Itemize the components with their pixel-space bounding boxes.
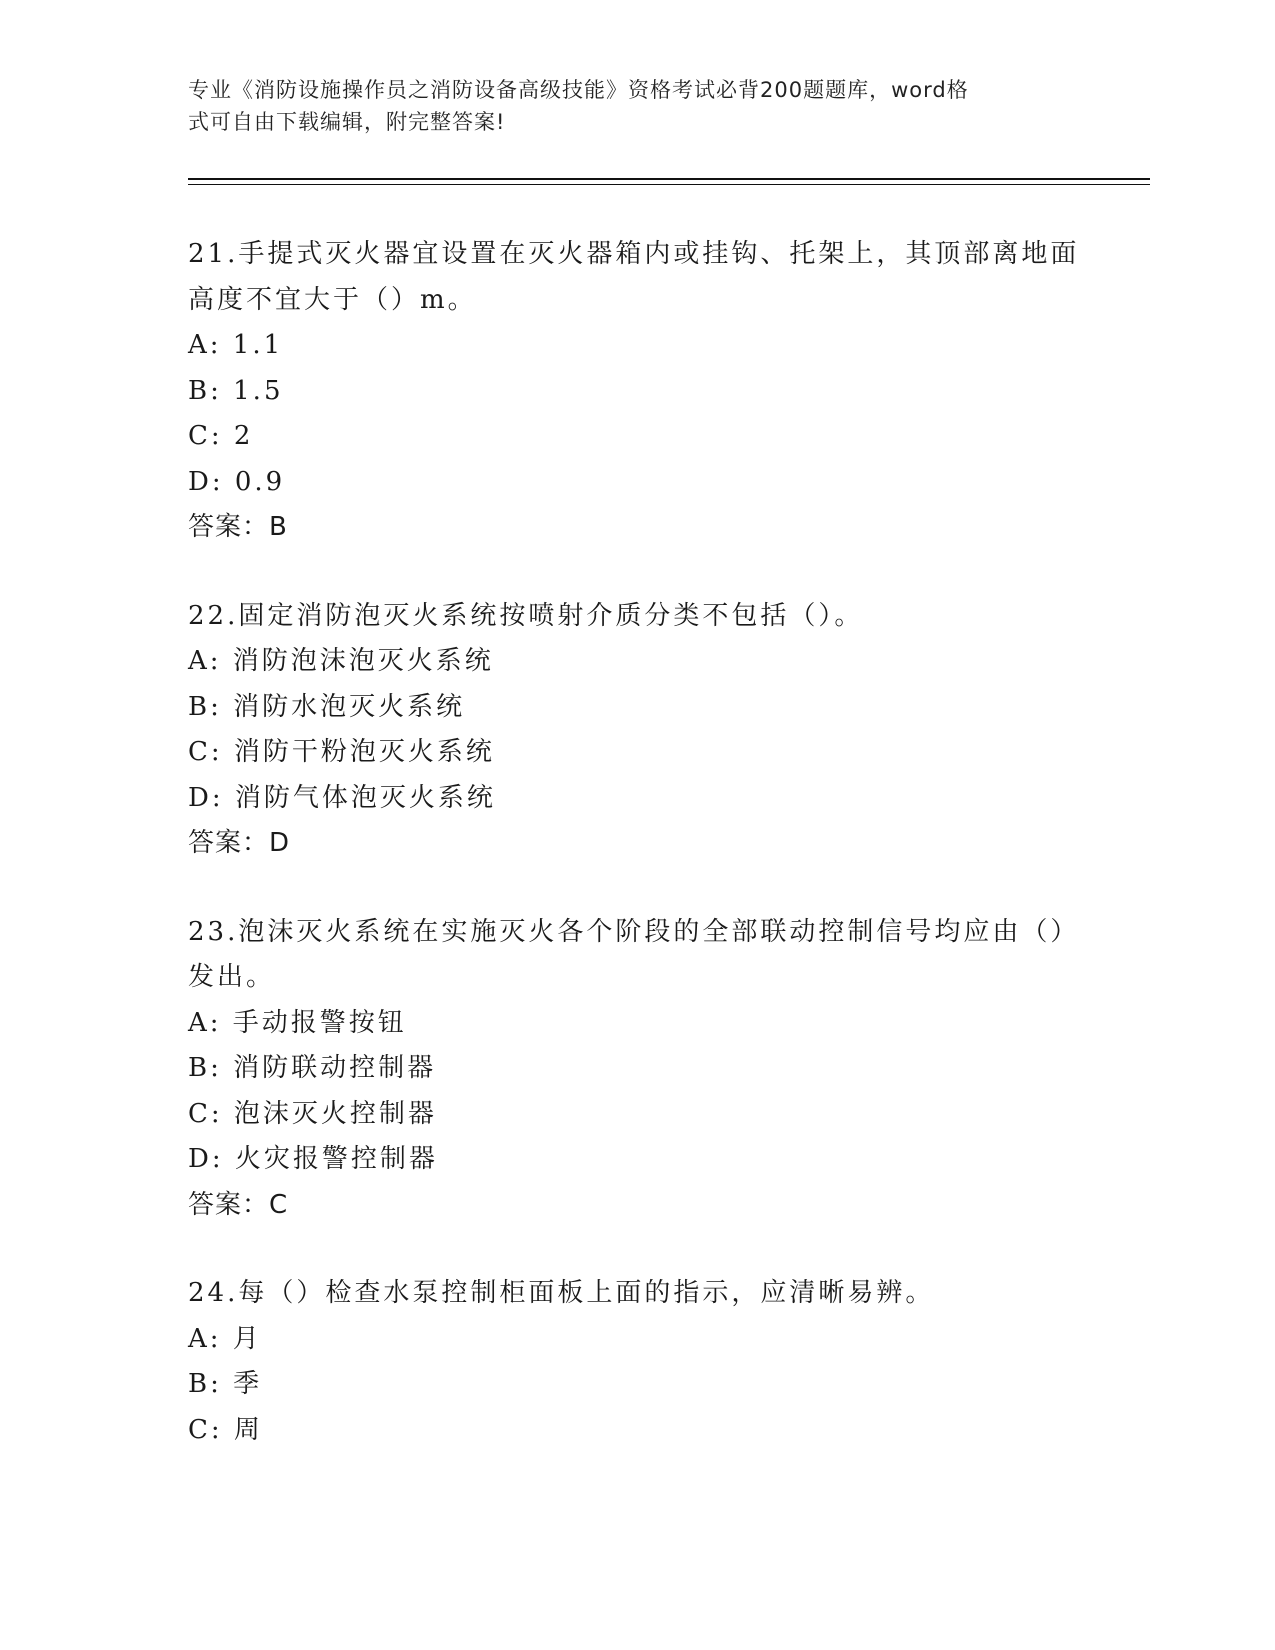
header-divider-thick xyxy=(188,178,1150,180)
question-text-line: 24.每（）检查水泵控制柜面板上面的指示，应清晰易辨。 xyxy=(188,1278,935,1308)
option-a: A: 1.1 xyxy=(188,330,284,360)
question-text-line: 21.手提式灭火器宜设置在灭火器箱内或挂钩、托架上，其顶部离地面 xyxy=(188,239,1080,269)
option-d: D: 火灾报警控制器 xyxy=(188,1144,438,1174)
header-divider-thin xyxy=(188,184,1150,185)
option-b: B: 季 xyxy=(188,1369,263,1399)
question-21 xyxy=(188,232,1088,551)
question-text-line: 发出。 xyxy=(188,962,276,992)
answer-label: 答案：B xyxy=(188,512,288,542)
option-b: B: 消防联动控制器 xyxy=(188,1053,437,1083)
option-a: A: 手动报警按钮 xyxy=(188,1007,407,1038)
option-d: D: 消防气体泡灭火系统 xyxy=(188,782,496,813)
answer-label: 答案：D xyxy=(188,828,291,858)
header-line-1: 专业《消防设施操作员之消防设备高级技能》资格考试必背200题题库，word格 xyxy=(188,78,969,102)
option-a: A: 月 xyxy=(188,1323,262,1354)
question-list xyxy=(188,232,1088,1496)
document-header xyxy=(188,74,1088,138)
header-line-2: 式可自由下载编辑，附完整答案! xyxy=(188,110,506,134)
option-c: C: 消防干粉泡灭火系统 xyxy=(188,737,495,767)
question-23 xyxy=(188,910,1088,1229)
option-c: C: 2 xyxy=(188,421,254,451)
question-24 xyxy=(188,1271,1088,1453)
answer-label: 答案：C xyxy=(188,1189,289,1220)
option-c: C: 周 xyxy=(188,1414,263,1445)
option-c: C: 泡沫灭火控制器 xyxy=(188,1098,437,1129)
question-text-line: 22.固定消防泡灭火系统按喷射介质分类不包括（）。 xyxy=(188,600,864,631)
option-a: A: 消防泡沫泡灭火系统 xyxy=(188,646,494,676)
option-d: D: 0.9 xyxy=(188,466,286,497)
option-b: B: 1.5 xyxy=(188,375,284,406)
question-text-line: 高度不宜大于（）m。 xyxy=(188,284,477,315)
question-text-line: 23.泡沫灭火系统在实施灭火各个阶段的全部联动控制信号均应由（） xyxy=(188,916,1080,947)
option-b: B: 消防水泡灭火系统 xyxy=(188,691,466,722)
question-22 xyxy=(188,594,1088,867)
